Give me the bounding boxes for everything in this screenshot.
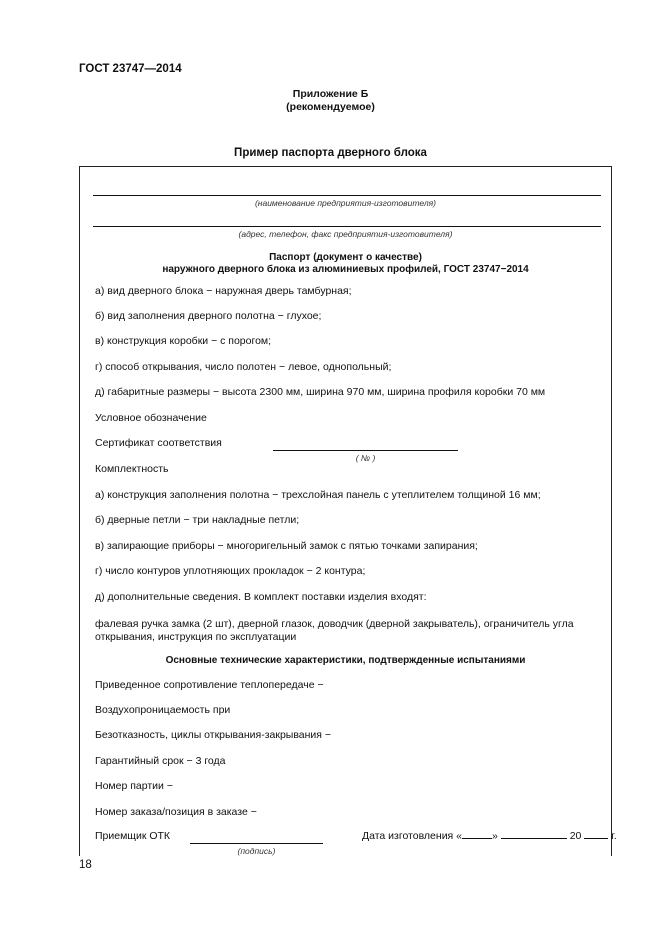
kit-seal-contours: г) число контуров уплотняющих прокладок − 2 контура; [95, 565, 366, 577]
page-number: 18 [79, 859, 92, 871]
manufacture-date [362, 830, 617, 842]
signature-caption: (подпись) [237, 846, 276, 856]
year-blank [584, 838, 608, 839]
manufacturer-caption: (наименование предприятия-изготовителя) [254, 198, 437, 208]
designation-label: Условное обозначение [95, 412, 207, 424]
char-air-permeability: Воздухопроницаемость при [95, 704, 231, 716]
certificate-number-line [273, 450, 458, 451]
char-reliability-cycles: Безотказность, циклы открывания-закрывания − [95, 729, 332, 741]
year-suffix: г. [611, 830, 617, 842]
char-warranty: Гарантийный срок − 3 года [95, 755, 226, 767]
kit-locking-devices: в) запирающие приборы − многоригельный замок с пятью точками запирания; [95, 540, 478, 552]
kit-fill-construction: а) конструкция заполнения полотна − трехслойная панель с утеплителем толщиной 16 мм; [95, 489, 541, 501]
char-thermal-resistance: Приведенное сопротивление теплопередаче − [95, 679, 324, 691]
inspector-label: Приемщик ОТК [95, 830, 171, 842]
certificate-label: Сертификат соответствия [95, 437, 222, 449]
manufacturer-name-line [93, 195, 601, 196]
document-title: Пример паспорта дверного блока [234, 147, 427, 159]
signature-line [190, 843, 323, 844]
annex-heading [0, 88, 661, 114]
kit-hinges: б) дверные петли − три накладные петли; [95, 514, 300, 526]
item-fill-type: б) вид заполнения дверного полотна − глухое; [95, 310, 322, 322]
item-frame-construction: в) конструкция коробки − с порогом; [95, 335, 272, 347]
characteristics-section-title: Основные технические характеристики, подтвержденные испытаниями [165, 655, 526, 666]
item-dimensions: д) габаритные размеры − высота 2300 мм, ширина 970 мм, ширина профиля коробки 70 мм [95, 386, 546, 398]
completeness-label: Комплектность [95, 463, 169, 475]
char-batch-number: Номер партии − [95, 780, 173, 792]
address-line [93, 226, 601, 227]
passport-title [79, 252, 612, 276]
annex-subtitle: (рекомендуемое) [286, 101, 375, 113]
month-blank [501, 838, 567, 839]
passport-title-line1: Паспорт (документ о качестве) [269, 252, 422, 263]
certificate-number-caption: ( № ) [355, 453, 376, 463]
item-door-type: а) вид дверного блока − наружная дверь тамбурная; [95, 285, 352, 297]
annex-title: Приложение Б [292, 88, 369, 100]
passport-title-line2: наружного дверного блока из алюминиевых профилей, ГОСТ 23747−2014 [162, 264, 529, 275]
date-quote-close: » [492, 830, 498, 842]
standard-header: ГОСТ 23747—2014 [79, 63, 182, 75]
item-opening-method: г) способ открывания, число полотен − левое, однопольный; [95, 361, 392, 373]
address-caption: (адрес, телефон, факс предприятия-изготовителя) [238, 229, 453, 239]
kit-delivery-contents: фалевая ручка замка (2 шт), дверной глазок, доводчик (дверной закрыватель), ограничитель угла открывания, инструкция по эксплуатации [95, 618, 574, 643]
kit-additional-info: д) дополнительные сведения. В комплект поставки изделия входят: [95, 591, 427, 603]
date-label: Дата изготовления « [362, 830, 462, 842]
year-prefix: 20 [569, 830, 582, 842]
day-blank [462, 838, 492, 839]
char-order-number: Номер заказа/позиция в заказе − [95, 806, 257, 818]
